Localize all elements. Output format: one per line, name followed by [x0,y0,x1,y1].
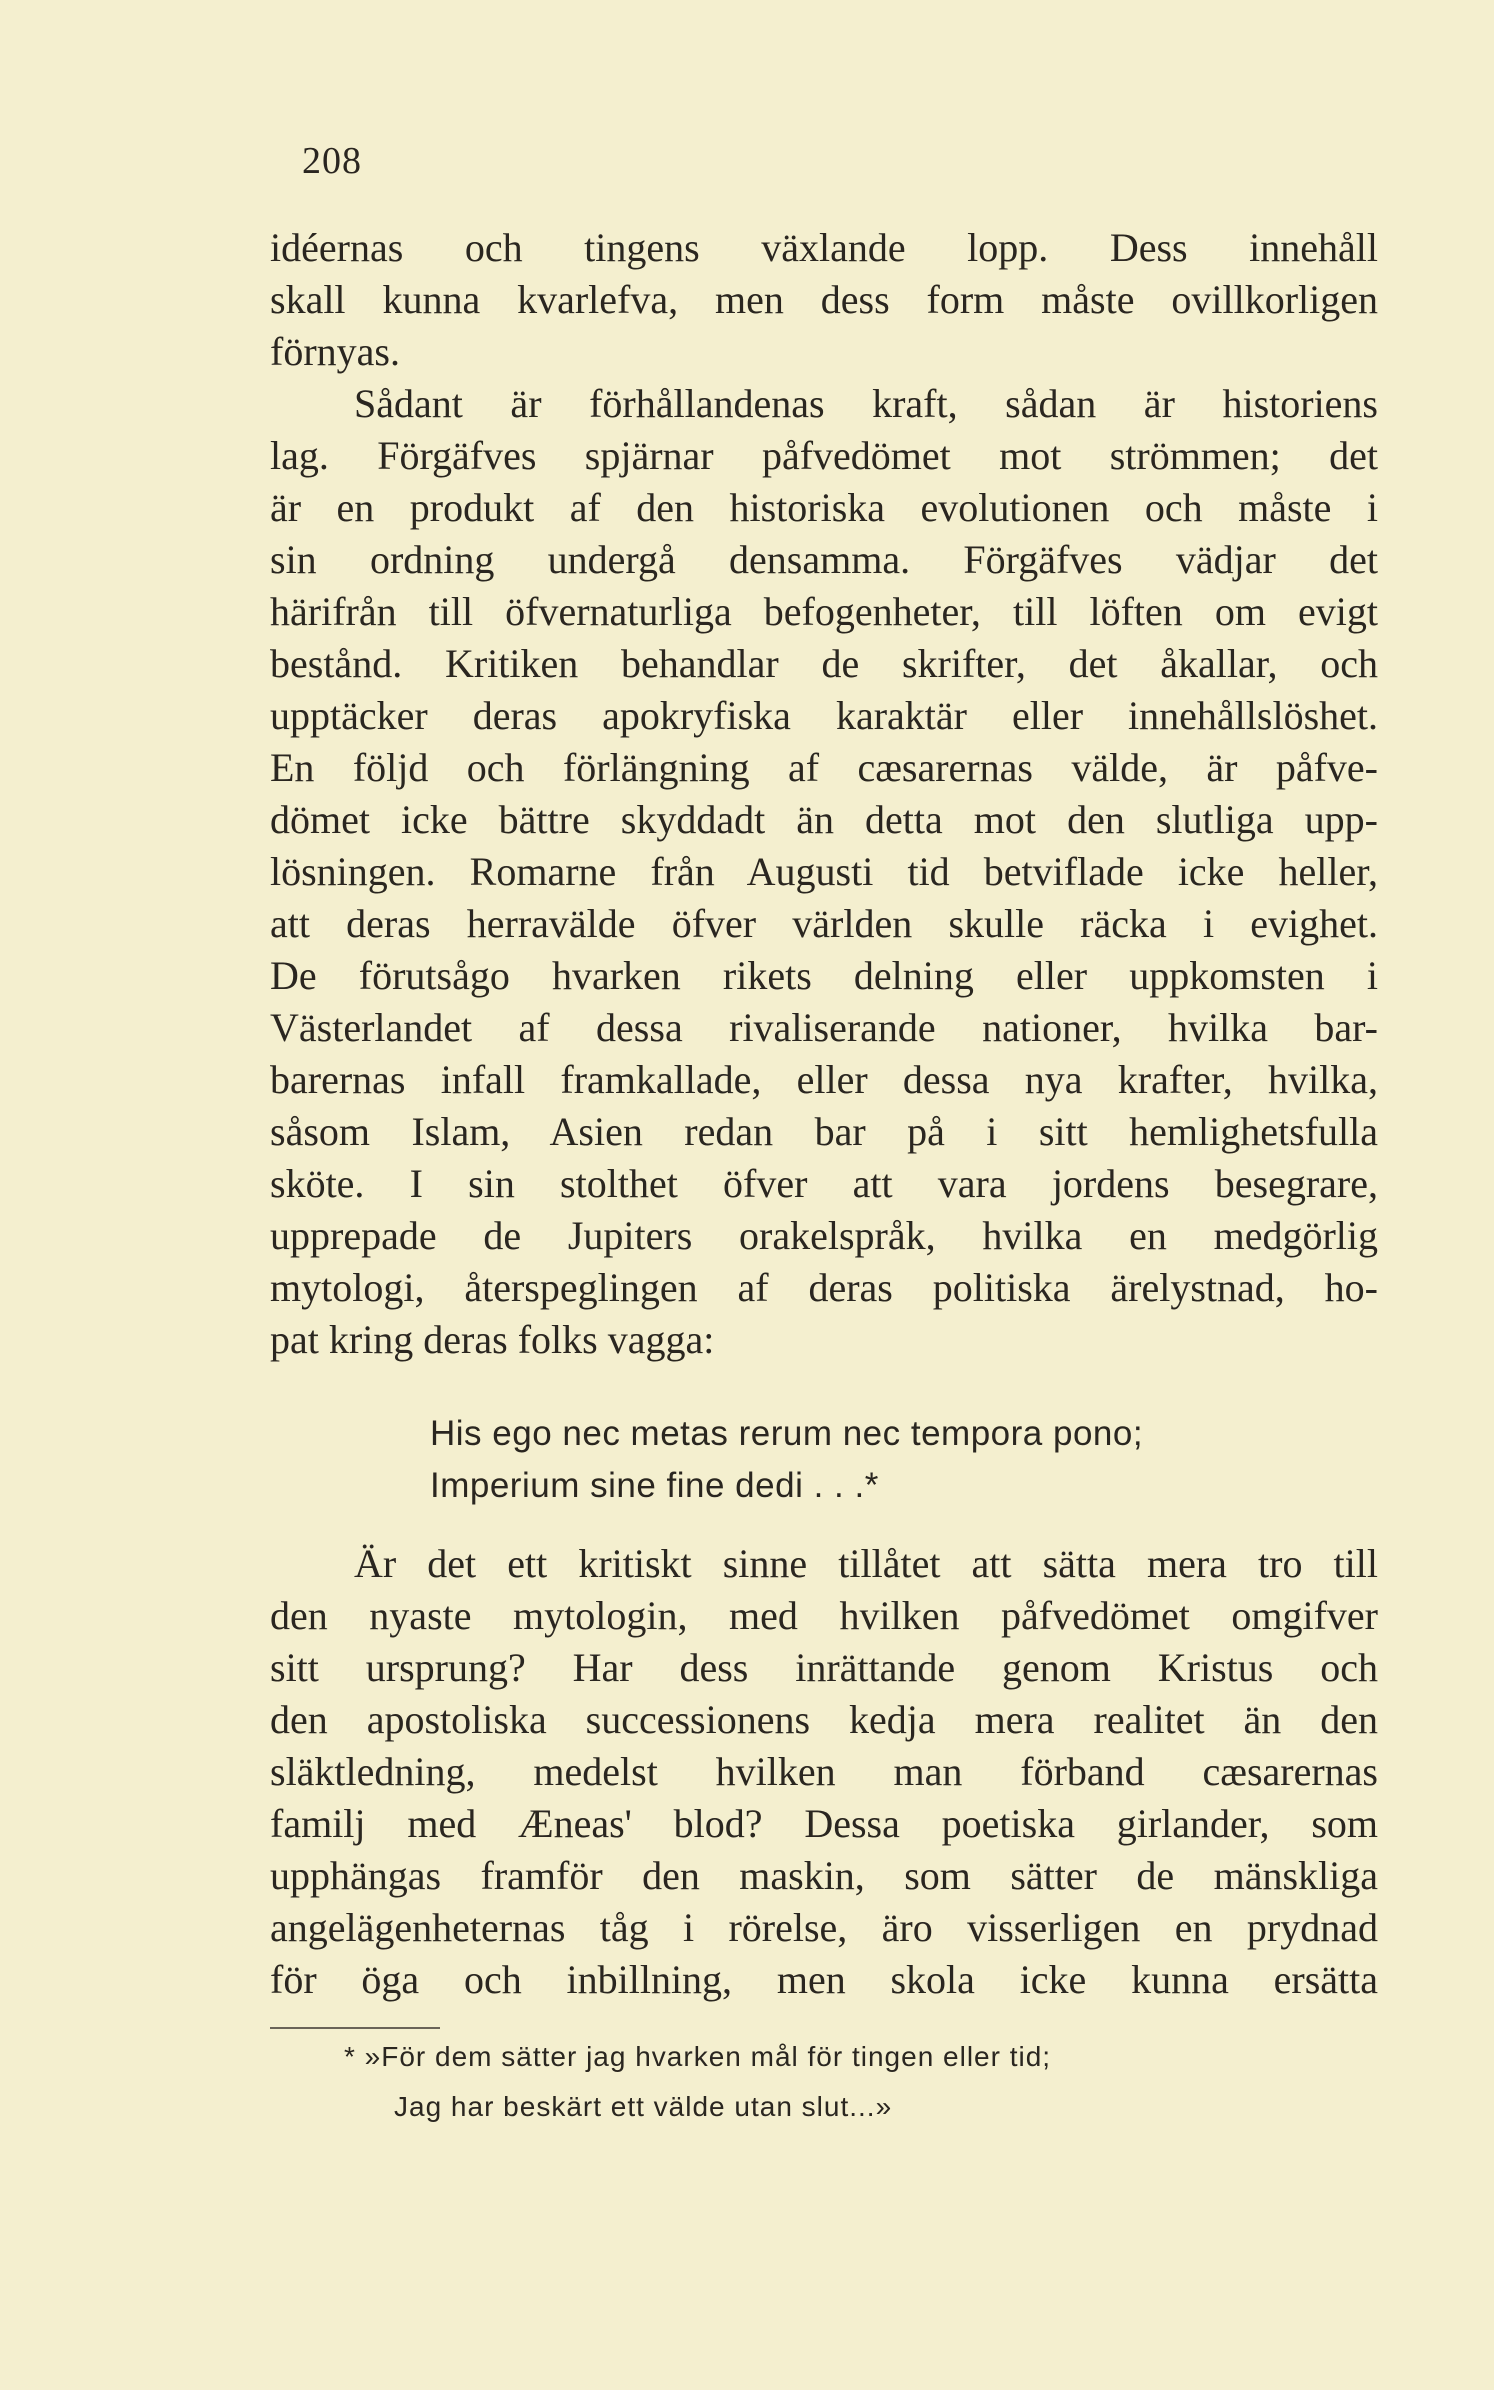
text-line: De förutsågo hvarken rikets delning eller uppkomsten i [270,953,1378,998]
text-line: angelägenheternas tåg i rörelse, äro visserligen en prydnad [270,1905,1378,1950]
verse-line: His ego nec metas rerum nec tempora pono; [430,1414,1144,1453]
text-line: upptäcker deras apokryfiska karaktär eller innehållslöshet. [270,693,1378,738]
footnote-line: Jag har beskärt ett välde utan slut...» [394,2091,893,2122]
text-line: skall kunna kvarlefva, men dess form måste ovillkorligen [270,277,1378,322]
text-line: Västerlandet af dessa rivaliserande nationer, hvilka bar- [270,1005,1378,1050]
text-line: barernas infall framkallade, eller dessa nya krafter, hvilka, [270,1057,1378,1102]
text-line: familj med Æneas' blod? Dessa poetiska girlander, som [270,1801,1378,1846]
text-line: för öga och inbillning, men skola icke kunna ersätta [270,1957,1378,2002]
text-line: mytologi, återspeglingen af deras politiska ärelystnad, ho- [270,1265,1378,1310]
body-text-upper [270,222,1378,1366]
text-line: lag. Förgäfves spjärnar påfvedömet mot strömmen; det [270,433,1378,478]
text-line: att deras herravälde öfver världen skulle räcka i evighet. [270,901,1378,946]
text-line: lösningen. Romarne från Augusti tid betviflade icke heller, [270,849,1378,894]
text-line: idéernas och tingens växlande lopp. Dess innehåll [270,225,1378,270]
text-line: förnyas. [270,329,400,374]
text-line: sin ordning undergå densamma. Förgäfves vädjar det [270,537,1378,582]
text-line: upprepade de Jupiters orakelspråk, hvilka en medgörlig [270,1213,1378,1258]
text-line: upphängas framför den maskin, som sätter de mänskliga [270,1853,1378,1898]
text-line: den nyaste mytologin, med hvilken påfvedömet omgifver [270,1593,1378,1638]
text-line: dömet icke bättre skyddadt än detta mot den slutliga upp- [270,797,1378,842]
text-line: såsom Islam, Asien redan bar på i sitt hemlighetsfulla [270,1109,1378,1154]
footnote [344,2032,1252,2132]
text-line: släktledning, medelst hvilken man förband cæsarernas [270,1749,1378,1794]
text-line: Sådant är förhållandenas kraft, sådan är historiens [354,381,1378,426]
text-line: pat kring deras folks vagga: [270,1317,715,1362]
text-line: En följd och förlängning af cæsarernas välde, är påfve- [270,745,1378,790]
text-line: härifrån till öfvernaturliga befogenheter, till löften om evigt [270,589,1378,634]
body-text-lower [270,1538,1378,2006]
text-line: sköte. I sin stolthet öfver att vara jordens besegrare, [270,1161,1378,1206]
text-line: bestånd. Kritiken behandlar de skrifter, det åkallar, och [270,641,1378,686]
text-line: Är det ett kritiskt sinne tillåtet att sätta mera tro till [354,1541,1378,1586]
page-number: 208 [302,140,362,182]
text-line: sitt ursprung? Har dess inrättande genom Kristus och [270,1645,1378,1690]
verse-line: Imperium sine fine dedi . . .* [430,1466,879,1505]
text-line: den apostoliska successionens kedja mera realitet än den [270,1697,1378,1742]
text-line: är en produkt af den historiska evolutionen och måste i [270,485,1378,530]
footnote-divider [270,2027,440,2029]
footnote-line: * »För dem sätter jag hvarken mål för tingen eller tid; [344,2041,1052,2072]
latin-verse-quote [430,1408,1330,1512]
